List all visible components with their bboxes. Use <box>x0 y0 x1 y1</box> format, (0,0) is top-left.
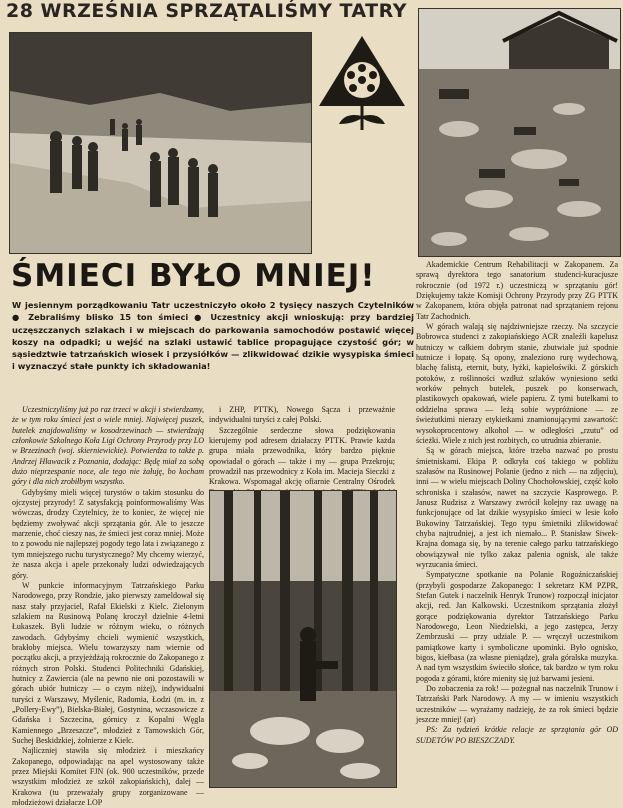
photo-hikers-illustration <box>10 33 311 253</box>
column-2-paragraph: i ZHP, PTTK), Nowego Sącza i przeważnie indywidualni turyści z całej Polski. <box>209 405 395 425</box>
photo-hikers-on-slope <box>9 32 312 254</box>
column-3-postscript: PS: Za tydzień krótkie relacje ze sprzątania gór OD SUDETÓW PO BIESZCZADY. <box>416 725 618 745</box>
article-column-2 <box>209 405 395 487</box>
column-3-paragraph: Sympatyczne spotkanie na Polanie Rogoźniczańskiej (przybyli gospodarze Zakopanego: I sekretarz KM PZPR, Stefan Gutek i naczelnik Henryk Trunow) rozpoczął inicjator akcji, red. Jan Kalkowski. Uczestnikom sprzątania złożył gorące podziękowania dyrektor Tatrzańskiego Parku Narodowego, Leon Niedzielski, a jego zastępca, Jerzy Zembrzuski — przy udziale P. — wręczył uczestnikom pamiątkowe karty i symboliczne upominki. Było ognisko, bigos, kiełbasa (za własne pieniądze), grała góralska muzyka. A nad tym wszystkim świeciło słońce, tak bardzo w tym roku pogoda z górami, które mienity się już barwami jesieni. <box>416 570 618 683</box>
article-column-1 <box>12 405 204 808</box>
kicker-headline: 28 WRZEŚNIA SPRZĄTALIŚMY TATRY <box>6 0 407 22</box>
column-3-paragraph: W górach walają się najdziwniejsze rzeczy. Na szczycie Bobrowca studenci z zakopiańskiego ACR znaleźli kapelusz hutniczy w całkiem dobrym stanie, zbutwiałe już spodnie hutnicze i łopatę. Są opony, znaleziono rurę wydechową, blachę falistą, eternit, buty, łyżki, kapieloświki. Z górskich potoków, z roślinności wzdłuż szlaków wyniesiono setki worków pełnych butelek, puszek po konserwach, plastikowych opakowań, wiele papieru. Z tymi butelkami to oddzielna sprawa — leżą sobie wypróżnione — ze świeżutkimi nierazy etykietkami znamionującymi zawartość: wysokoprocentowy alkohol — w odległości „rzutu” od ścieżki. Wiele z nich jest rozbitych, co utrudnia zbieranie. <box>416 322 618 445</box>
column-3-paragraph: Są w górach miejsca, które trzeba nazwać po prostu śmietniskami. Ekipa P. odkryła coś takiego w pobliżu szałasów na Rusinowej Polanie (jedno z nich — na zdjęciu), inni — w wielu miejscach Doliny Chochołowskiej, część koło schroniska i szałasów, nawet na szczycie Kasprowego. P. Janusz Rudzisz z Warszawy zwrócił kolejny raz uwagę na funkcjonujące od lat dzikie wysypisko śmieci w lesie koło Bukowiny Tatrzańskiej. Tego typu śmietniki zlikwidować chyba najtrudniej, a jest ich niemało... P. Stanisław Siwek-Krajna domaga się, by na terenie całego parku tatrzańskiego obowiązywał nie tylko zakaz palenia ognisk, ale także wyrzucania śmieci. <box>416 446 618 569</box>
photo-forest-cleanup <box>209 490 397 788</box>
column-1-paragraph: Gdybyśmy mieli więcej turystów o takim stosunku do ojczystej przyrody! Z satysfakcją poinformowaliśmy Was wówczas, drodzy Czytelnicy, że to koniec, że więcej nie będziemy zwoływać akcji sprzątania gór. Ale to jeszcze marzenie, choć cieszy nas, że śmieci jest coraz mniej. Może to z powodu nie najlepszej pogody tego lata i związanego z tym mniejszego ruchu turystycznego? My chcemy wierzyć, że nasza akcja i apele przekonały ludzi odwiedzających góry. <box>12 487 204 580</box>
column-1-paragraph: Uczestniczyliśmy już po raz trzeci w akcji i stwierdzamy, że w tym roku śmieci jest o wiele mniej. Najwięcej puszek, butelek znajdowaliśmy w kosodrzewinach — stwierdzają członkowie Szkolnego Koła Ligi Ochrony Przyrody przy LO w Brzezinach (woj. skierniewickie). Potwierdza to także p. Andrzej Hławacik z Poznania, dodając: Będę miał za sobą dużo nieprzespanie noce, ale tego nie żałuję, bo kocham góry i dla nich zrobiłbym wszystko. <box>12 405 204 487</box>
column-3-paragraph: Do zobaczenia za rok! — pożegnał nas naczelnik Trunow i Tatrzański Park Narodowy. A my — w imieniu wszystkich uczestników — wyrażamy nadzieję, że za rok śmieci będzie jeszcze mniej! (ar) <box>416 684 618 725</box>
photo-hut-with-rubbish <box>418 8 621 257</box>
column-2-paragraph: Szczególnie serdeczne słowa podziękowania kierujemy pod adresem działaczy PTTK. Prawie każda grupa miała przewodnika, który bardzo pięknie opowiadał o górach — także i my — grupa Przekroju; prowadził nas przewodnicy z Koła im. Macieja Sieczki z Krakowa. Wspomagał akcję ofiarnie Centralny Ośrodek <box>209 425 395 487</box>
column-1-paragraph: Najliczniej stawiła się młodzież i mieszkańcy Zakopanego, odpowiadając na apel wystosowany także przez Miejski Komitet FJN (ok. 900 uczestników, przede wszystkim młodzież ze szkół zakopiańskich), dalej — Krakowa (tu przeważały grupy zorganizowane — młodzieżowi działacze LOP <box>12 746 204 808</box>
photo-hut-illustration <box>419 9 620 256</box>
article-column-3 <box>416 260 618 794</box>
column-3-paragraph: Akademickie Centrum Rehabilitacji w Zakopanem. Za sprawą dyrektora tego sanatorium studenci-kuracjusze rokrocznie (od 1972 r.) uczestniczą w sprzątaniu gór! Dziękujemy także Komisji Ochrony Przyrody przy ZG PTTK w Zakopanem, która objęła patronat nad sprzątaniem rejonu Tatr Zachodnich. <box>416 260 618 321</box>
article-lead: W jesiennym porządkowaniu Tatr uczestniczyło około 2 tysięcy naszych Czytelników ● Zebraliśmy blisko 15 ton śmieci ● Uczestnicy akcji wnioskują: przy bardziej uczęszczanych szlakach i w miejscach do parkowania samochodów postawić więcej koszy na odpadki; u wejść na szlaki ustawić tablice propagujące czystość gór; w sąsiedztwie tatrzańskich wiosek i przysiółków — zlikwidować dzikie wysypiska śmieci i wyznaczyć stałe punkty ich składowania! <box>12 300 414 372</box>
photo-forest-illustration <box>210 491 396 787</box>
column-1-paragraph: W punkcie informacyjnym Tatrzańskiego Parku Narodowego, przy Rondzie, jako pierwszy zameldował się nasz stały przyjaciel, Rafał Ekielski z Kielc. Zielonym szlakiem na Rusinową Polanę kroczył dzielnie 4-letni Łukaszek. Byli ludzie w różnym wieku, o różnych zawodach. Gdybyśmy chcieli wymienić wszystkich, brakłoby miejsca. Wielu towarzyszy nam wiernie od początku akcji, a przyjeżdżają rokrocznie do Zakopanego z różnych stron Polski. Studenci Politechniki Gdańskiej, hutnicy z Zawiercia (ale na pewno nie oni pozostawili w górach ubiór hutniczy — o czym niżej), indywidualni turyści z Warszawy, Myślenic, Radomia, Łodzi (m. in. z „Pollery-Ewy”), Bielska-Białej, Gostynina, wczasowicze z Gdańska i Szczecina, górnicy z Kopalni Węgla Kamiennego „Brzeszcze”, młodzież z Tarnowskich Gór, Suchej Beskidzkiej, żołnierze z Kielc. <box>12 580 204 745</box>
edelweiss-mountain-icon <box>315 32 410 132</box>
article-headline: ŚMIECI BYŁO MNIEJ! <box>11 258 376 294</box>
